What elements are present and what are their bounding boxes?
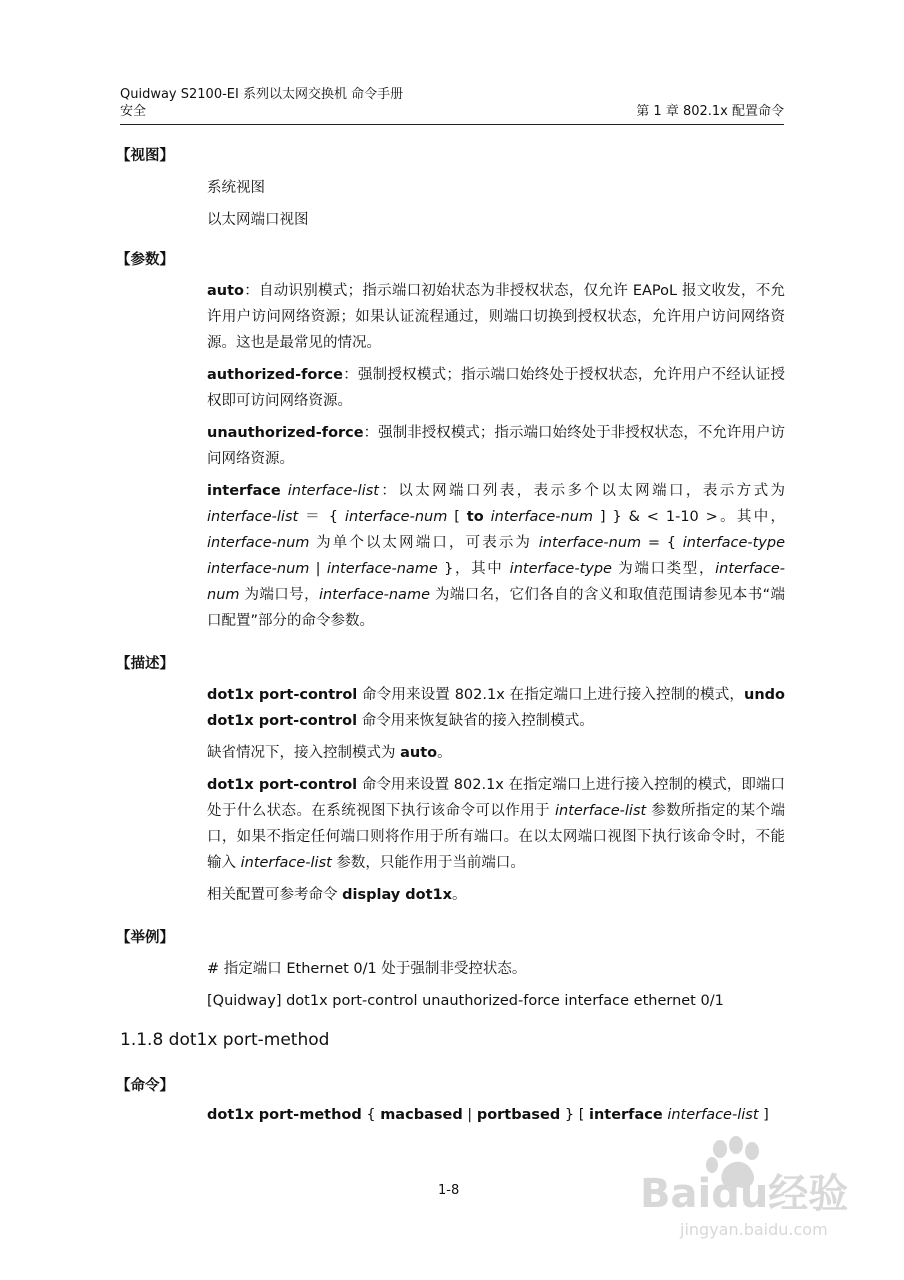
section-params-heading: 【参数】 [116, 252, 174, 268]
example-command: [Quidway] dot1x port-control unauthorized-force interface ethernet 0/1 [207, 993, 724, 1009]
desc-paragraph-4: 相关配置可参考命令 display dot1x。 [207, 887, 467, 903]
view-item-system: 系统视图 [207, 180, 265, 196]
watermark-url: jingyan.baidu.com [680, 1220, 828, 1239]
param-interface: interface interface-list：以太网端口列表，表示多个以太网端口，表示方式为 interface-list ＝ { interface-num [ to interface-num ] } & < 1-10 >。其中，interface-num 为单个以太网端口，可表示为 interface-num = { interface-type interface-num | interface-name }，其中 interface-type 为端口类型，interface-num 为端口号，interface-name 为端口名，它们各自的含义和取值范围请参见本书“端口配置”部分的命令参数。 [207, 483, 786, 629]
param-if-keyword: interface [207, 483, 281, 499]
example-comment: # 指定端口 Ethernet 0/1 处于强制非受控状态。 [207, 961, 527, 977]
param-auto: auto：自动识别模式；指示端口初始状态为非授权状态，仅允许 EAPoL 报文收发，不允许用户访问网络资源；如果认证流程通过，则端口切换到授权状态，允许用户访问网络资源。这也是最常见的情况。 [207, 283, 785, 351]
watermark-logo: Baidu经验 [640, 1171, 849, 1217]
desc-paragraph-2: 缺省情况下，接入控制模式为 auto。 [207, 745, 452, 761]
param-authorized-force: authorized-force：强制授权模式；指示端口始终处于授权状态，允许用户不经认证授权即可访问网络资源。 [207, 367, 785, 409]
desc-paragraph-1: dot1x port-control 命令用来设置 802.1x 在指定端口上进行接入控制的模式，undo dot1x port-control 命令用来恢复缺省的接入控制模式。 [207, 687, 785, 729]
section-command-heading: 【命令】 [116, 1078, 174, 1094]
page-number: 1-8 [438, 1183, 460, 1198]
header-title: Quidway S2100-EI 系列以太网交换机 命令手册 [120, 87, 404, 102]
header-subtitle: 安全 [120, 104, 147, 119]
command-syntax: dot1x port-method { macbased | portbased } [ interface interface-list ] [207, 1107, 769, 1123]
section-view-heading: 【视图】 [116, 148, 174, 164]
param-unauthorized-force: unauthorized-force：强制非授权模式；指示端口始终处于非授权状态，不允许用户访问网络资源。 [207, 425, 785, 467]
section-desc-heading: 【描述】 [116, 656, 174, 672]
section-example-heading: 【举例】 [116, 930, 174, 946]
view-item-ethernet: 以太网端口视图 [207, 212, 309, 228]
desc-paragraph-3: dot1x port-control 命令用来设置 802.1x 在指定端口上进行接入控制的模式，即端口处于什么状态。在系统视图下执行该命令可以作用于 interface-list 参数所指定的某个端口，如果不指定任何端口则将作用于所有端口。在以太网端口视图下执行该命令时，不能输入 interface-list 参数，只能作用于当前端口。 [207, 777, 785, 871]
header-rule [120, 124, 784, 125]
param-auto-keyword: auto [207, 283, 245, 299]
baidu-jingyan-watermark [620, 1135, 860, 1245]
param-af-keyword: authorized-force [207, 367, 343, 383]
header-chapter: 第 1 章 802.1x 配置命令 [636, 104, 784, 119]
subsection-heading: 1.1.8 dot1x port-method [120, 1030, 330, 1050]
param-uf-keyword: unauthorized-force [207, 425, 364, 441]
